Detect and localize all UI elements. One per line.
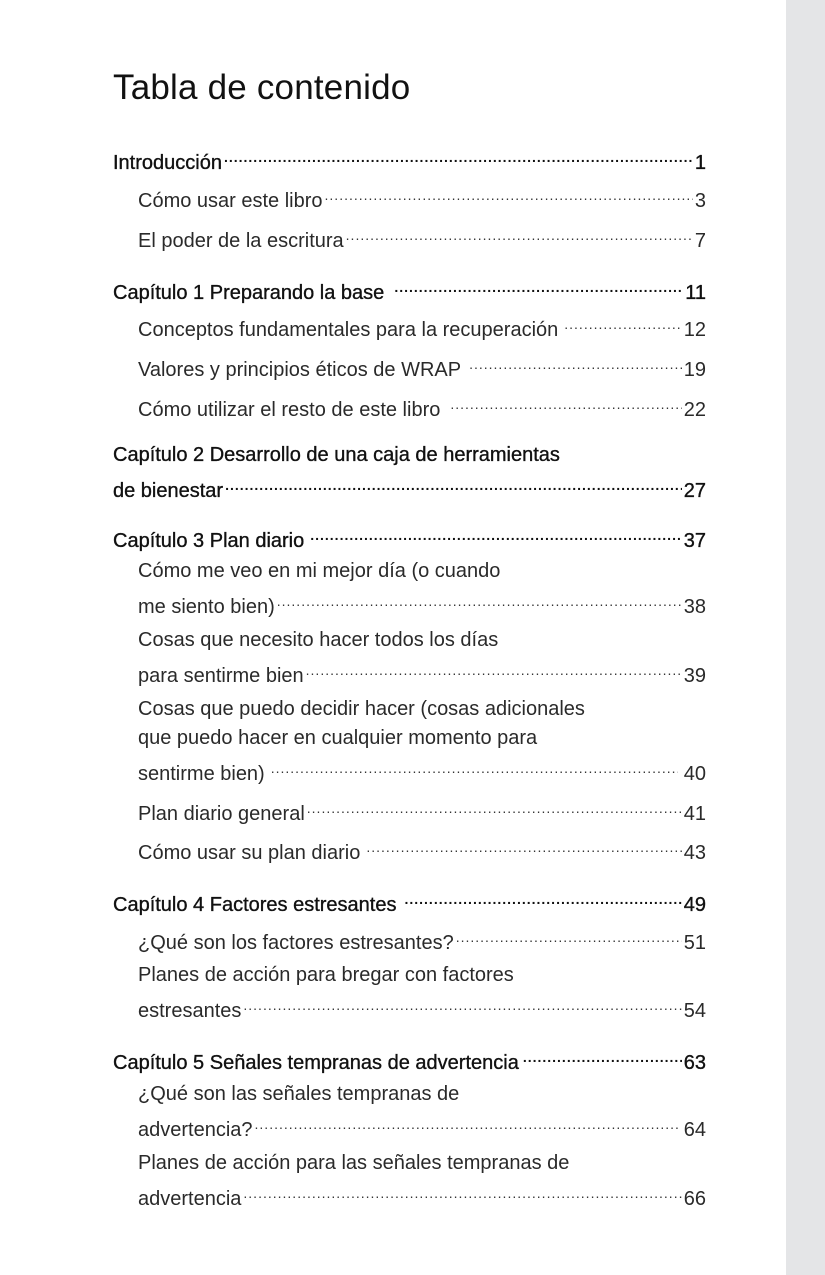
dot-leader [564, 310, 681, 336]
page-edge-strip [786, 0, 825, 1275]
toc-entry[interactable] [138, 754, 706, 785]
dot-leader [404, 885, 681, 911]
dot-leader [523, 1043, 682, 1069]
toc-entry-line1[interactable]: Cosas que puedo decidir hacer (cosas adicionales [138, 698, 585, 720]
toc-entry-line1[interactable]: Planes de acción para bregar con factores [138, 964, 514, 986]
toc-entry[interactable] [138, 991, 706, 1022]
toc-entry-line1[interactable]: ¿Qué son las señales tempranas de [138, 1083, 460, 1105]
dot-leader [310, 521, 682, 547]
toc-entry-capitulo-4[interactable] [113, 885, 706, 916]
dot-leader [394, 273, 683, 299]
toc-page-number: 51 [683, 932, 706, 954]
toc-entry[interactable] [138, 310, 706, 341]
toc-entry[interactable] [138, 1179, 706, 1210]
dot-leader [306, 656, 682, 682]
toc-page-number: 39 [683, 665, 706, 687]
dot-leader [255, 1110, 678, 1136]
toc-entry[interactable] [138, 587, 706, 618]
toc-entry[interactable] [138, 221, 706, 252]
toc-entry-label: Cómo utilizar el resto de este libro [138, 399, 441, 421]
dot-leader [366, 833, 681, 859]
toc-entry[interactable] [138, 350, 706, 381]
toc-entry-label: Cómo usar este libro [138, 190, 323, 212]
dot-leader [271, 754, 678, 780]
toc-entry-label: para sentirme bien [138, 665, 304, 687]
toc-entry-label: ¿Qué son los factores estresantes? [138, 932, 454, 954]
toc-page-number: 63 [683, 1052, 706, 1074]
dot-leader [224, 143, 693, 169]
toc-page-number: 43 [683, 842, 706, 864]
toc-page-number: 66 [683, 1188, 706, 1210]
toc-entry[interactable] [138, 390, 706, 421]
dot-leader [450, 390, 681, 416]
dot-leader [277, 587, 682, 613]
toc-entry[interactable] [138, 833, 706, 864]
toc-entry[interactable] [138, 656, 706, 687]
toc-entry-capitulo-1[interactable] [113, 273, 706, 304]
toc-entry-capitulo-2-line1[interactable]: Capítulo 2 Desarrollo de una caja de herramientas [113, 444, 560, 466]
toc-page-number: 7 [694, 230, 706, 252]
dot-leader [243, 1179, 681, 1205]
toc-entry-label: Capítulo 4 Factores estresantes [113, 894, 397, 916]
dot-leader [243, 991, 681, 1017]
toc-page-number: 27 [683, 480, 706, 502]
toc-page-number: 11 [685, 282, 706, 304]
toc-entry-label: advertencia [138, 1188, 242, 1210]
toc-page-number: 1 [694, 152, 706, 174]
toc-page-number: 38 [683, 596, 706, 618]
toc-entry[interactable] [138, 181, 706, 212]
dot-leader [456, 923, 682, 949]
toc-entry-line2[interactable]: que puedo hacer en cualquier momento para [138, 727, 538, 749]
toc-entry-label: Capítulo 1 Preparando la base [113, 282, 385, 304]
toc-entry-capitulo-3[interactable] [113, 521, 706, 552]
toc-page-number: 40 [683, 763, 706, 785]
toc-entry[interactable] [138, 923, 706, 954]
toc-entry-label: El poder de la escritura [138, 230, 344, 252]
toc-entry-label: Conceptos fundamentales para la recuperación [138, 319, 559, 341]
toc-entry-label: sentirme bien) [138, 763, 265, 785]
toc-entry-label: estresantes [138, 1000, 242, 1022]
toc-entry-label: de bienestar [113, 480, 224, 502]
toc-entry-label: Capítulo 5 Señales tempranas de advertencia [113, 1052, 519, 1074]
toc-page-number: 64 [683, 1119, 706, 1141]
toc-page-number: 3 [694, 190, 706, 212]
toc-entry[interactable] [138, 1110, 706, 1141]
toc-entry-label: Capítulo 3 Plan diario [113, 530, 305, 552]
toc-entry-introduccion[interactable] [113, 143, 706, 174]
toc-entry-line1[interactable]: Cosas que necesito hacer todos los días [138, 629, 499, 651]
dot-leader [325, 181, 693, 207]
toc-entry-label: Valores y principios éticos de WRAP [138, 359, 462, 381]
toc-entry-capitulo-5[interactable] [113, 1043, 706, 1074]
toc-entry[interactable] [138, 794, 706, 825]
dot-leader [307, 794, 682, 820]
dot-leader [346, 221, 693, 247]
toc-page-number: 41 [683, 803, 706, 825]
toc-page-number: 22 [683, 399, 706, 421]
page-title: Tabla de contenido [113, 68, 411, 107]
toc-entry-label: advertencia? [138, 1119, 253, 1141]
toc-entry-label: me siento bien) [138, 596, 275, 618]
toc-page-number: 12 [683, 319, 706, 341]
toc-entry-capitulo-2[interactable] [113, 471, 706, 502]
dot-leader [469, 350, 682, 376]
dot-leader [225, 471, 682, 497]
toc-page-number: 37 [683, 530, 706, 552]
toc-page-number: 19 [683, 359, 706, 381]
toc-entry-line1[interactable]: Planes de acción para las señales tempranas de [138, 1152, 570, 1174]
toc-entry-label: Introducción [113, 152, 222, 174]
toc-page-number: 54 [683, 1000, 706, 1022]
toc-entry-label: Cómo usar su plan diario [138, 842, 361, 864]
toc-entry-label: Plan diario general [138, 803, 305, 825]
toc-page-number: 49 [683, 894, 706, 916]
toc-entry-line1[interactable]: Cómo me veo en mi mejor día (o cuando [138, 560, 501, 582]
